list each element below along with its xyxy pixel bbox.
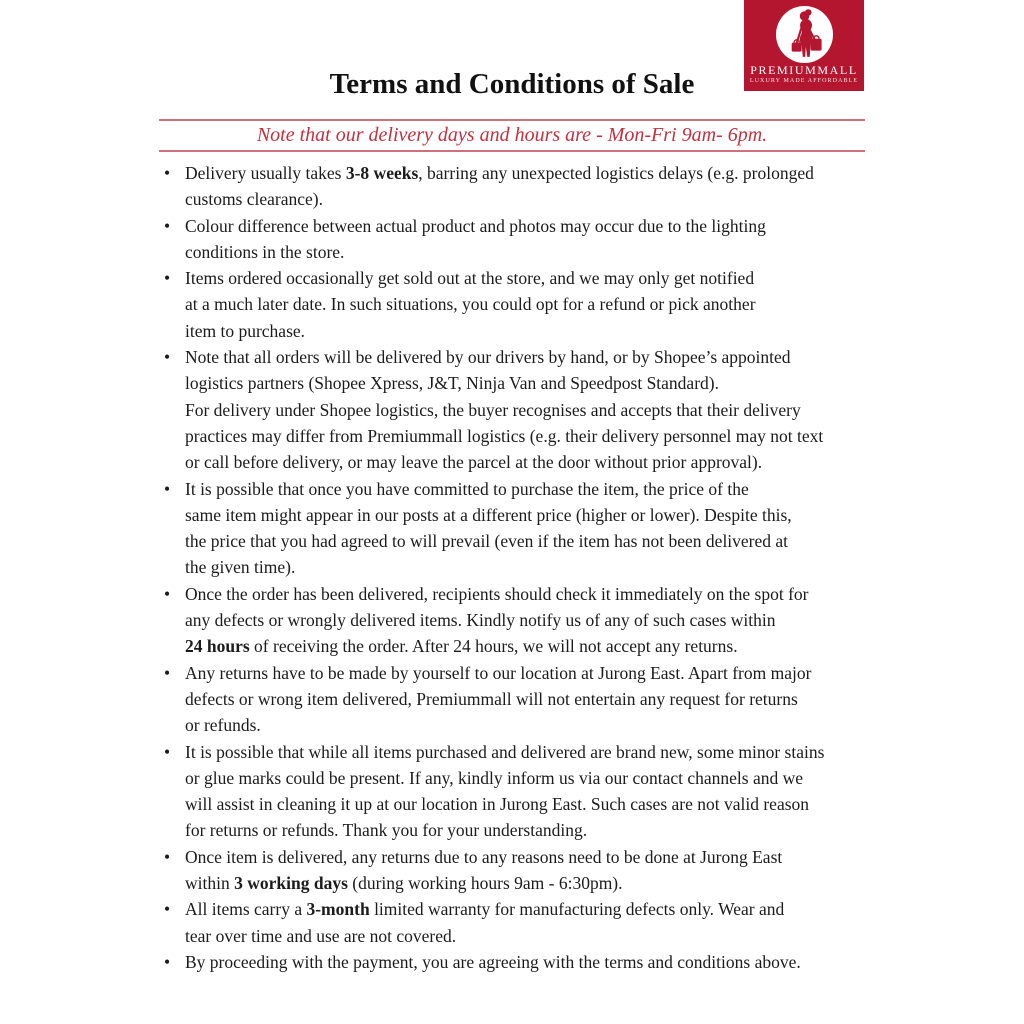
term-item [163, 581, 875, 660]
term-line: • Once item is delivered, any returns due to any reasons need to be done at Jurong East [185, 846, 783, 867]
term-item [163, 896, 875, 949]
term-line: • By proceeding with the payment, you are agreeing with the terms and conditions above. [185, 951, 801, 972]
term-line: or call before delivery, or may leave the parcel at the door without prior approval). [185, 452, 763, 473]
logo-brand-name: PREMIUMMALL [750, 63, 858, 77]
term-item [163, 739, 875, 844]
term-line: • Any returns have to be made by yourself to our location at Jurong East. Apart from major [185, 662, 812, 683]
term-line: or glue marks could be present. If any, kindly inform us via our contact channels and we [185, 767, 803, 788]
term-line: practices may differ from Premiummall logistics (e.g. their delivery personnel may not text [185, 425, 824, 446]
notice-bottom-rule [159, 150, 865, 152]
term-line: conditions in the store. [185, 241, 345, 262]
term-line: customs clearance). [185, 189, 323, 210]
term-line: 24 hours of receiving the order. After 24 hours, we will not accept any returns. [185, 636, 738, 657]
term-line: defects or wrong item delivered, Premiummall will not entertain any request for returns [185, 688, 798, 709]
term-line: For delivery under Shopee logistics, the buyer recognises and accepts that their delivery [185, 399, 801, 420]
term-line: • Colour difference between actual product and photos may occur due to the lighting [185, 215, 766, 236]
logo-circle [776, 6, 833, 63]
term-item [163, 344, 875, 475]
woman-with-shopping-bags-icon [776, 6, 833, 63]
term-line: • Items ordered occasionally get sold out at the store, and we may only get notified [185, 268, 755, 289]
term-line: for returns or refunds. Thank you for your understanding. [185, 820, 588, 841]
term-item [163, 844, 875, 897]
term-line: • It is possible that once you have committed to purchase the item, the price of the [185, 478, 749, 499]
term-line: • Note that all orders will be delivered by our drivers by hand, or by Shopee’s appointed [185, 347, 791, 368]
term-line: the given time). [185, 557, 296, 578]
term-line: • It is possible that while all items purchased and delivered are brand new, some minor stains [185, 741, 825, 762]
term-item [163, 265, 875, 344]
term-item [163, 476, 875, 581]
term-line: any defects or wrongly delivered items. Kindly notify us of any of such cases within [185, 610, 776, 631]
delivery-hours-notice: Note that our delivery days and hours are - Mon-Fri 9am- 6pm. [256, 124, 768, 146]
term-line: or refunds. [185, 715, 261, 736]
term-item [163, 949, 875, 975]
term-line: • Once the order has been delivered, recipients should check it immediately on the spot for [185, 583, 809, 604]
term-line: same item might appear in our posts at a different price (higher or lower). Despite this, [185, 504, 792, 525]
term-line: will assist in cleaning it up at our location in Jurong East. Such cases are not valid reason [185, 794, 810, 815]
term-item [163, 160, 875, 213]
term-line: • Delivery usually takes 3-8 weeks, barring any unexpected logistics delays (e.g. prolonged [185, 163, 814, 183]
term-line: • All items carry a 3-month limited warranty for manufacturing defects only. Wear and [185, 899, 785, 920]
terms-list [163, 160, 875, 975]
term-item [163, 213, 875, 266]
term-line: the price that you had agreed to will prevail (even if the item has not been delivered at [185, 531, 789, 552]
logo-tagline: LUXURY MADE AFFORDABLE [749, 78, 859, 84]
page-title: Terms and Conditions of Sale [329, 68, 695, 100]
term-line: logistics partners (Shopee Xpress, J&T, Ninja Van and Speedpost Standard). [185, 373, 719, 394]
term-line: within 3 working days (during working hours 9am - 6:30pm). [185, 873, 623, 894]
term-line: item to purchase. [185, 320, 306, 341]
term-line: tear over time and use are not covered. [185, 925, 457, 946]
term-item [163, 660, 875, 739]
term-line: at a much later date. In such situations, you could opt for a refund or pick another [185, 294, 756, 315]
